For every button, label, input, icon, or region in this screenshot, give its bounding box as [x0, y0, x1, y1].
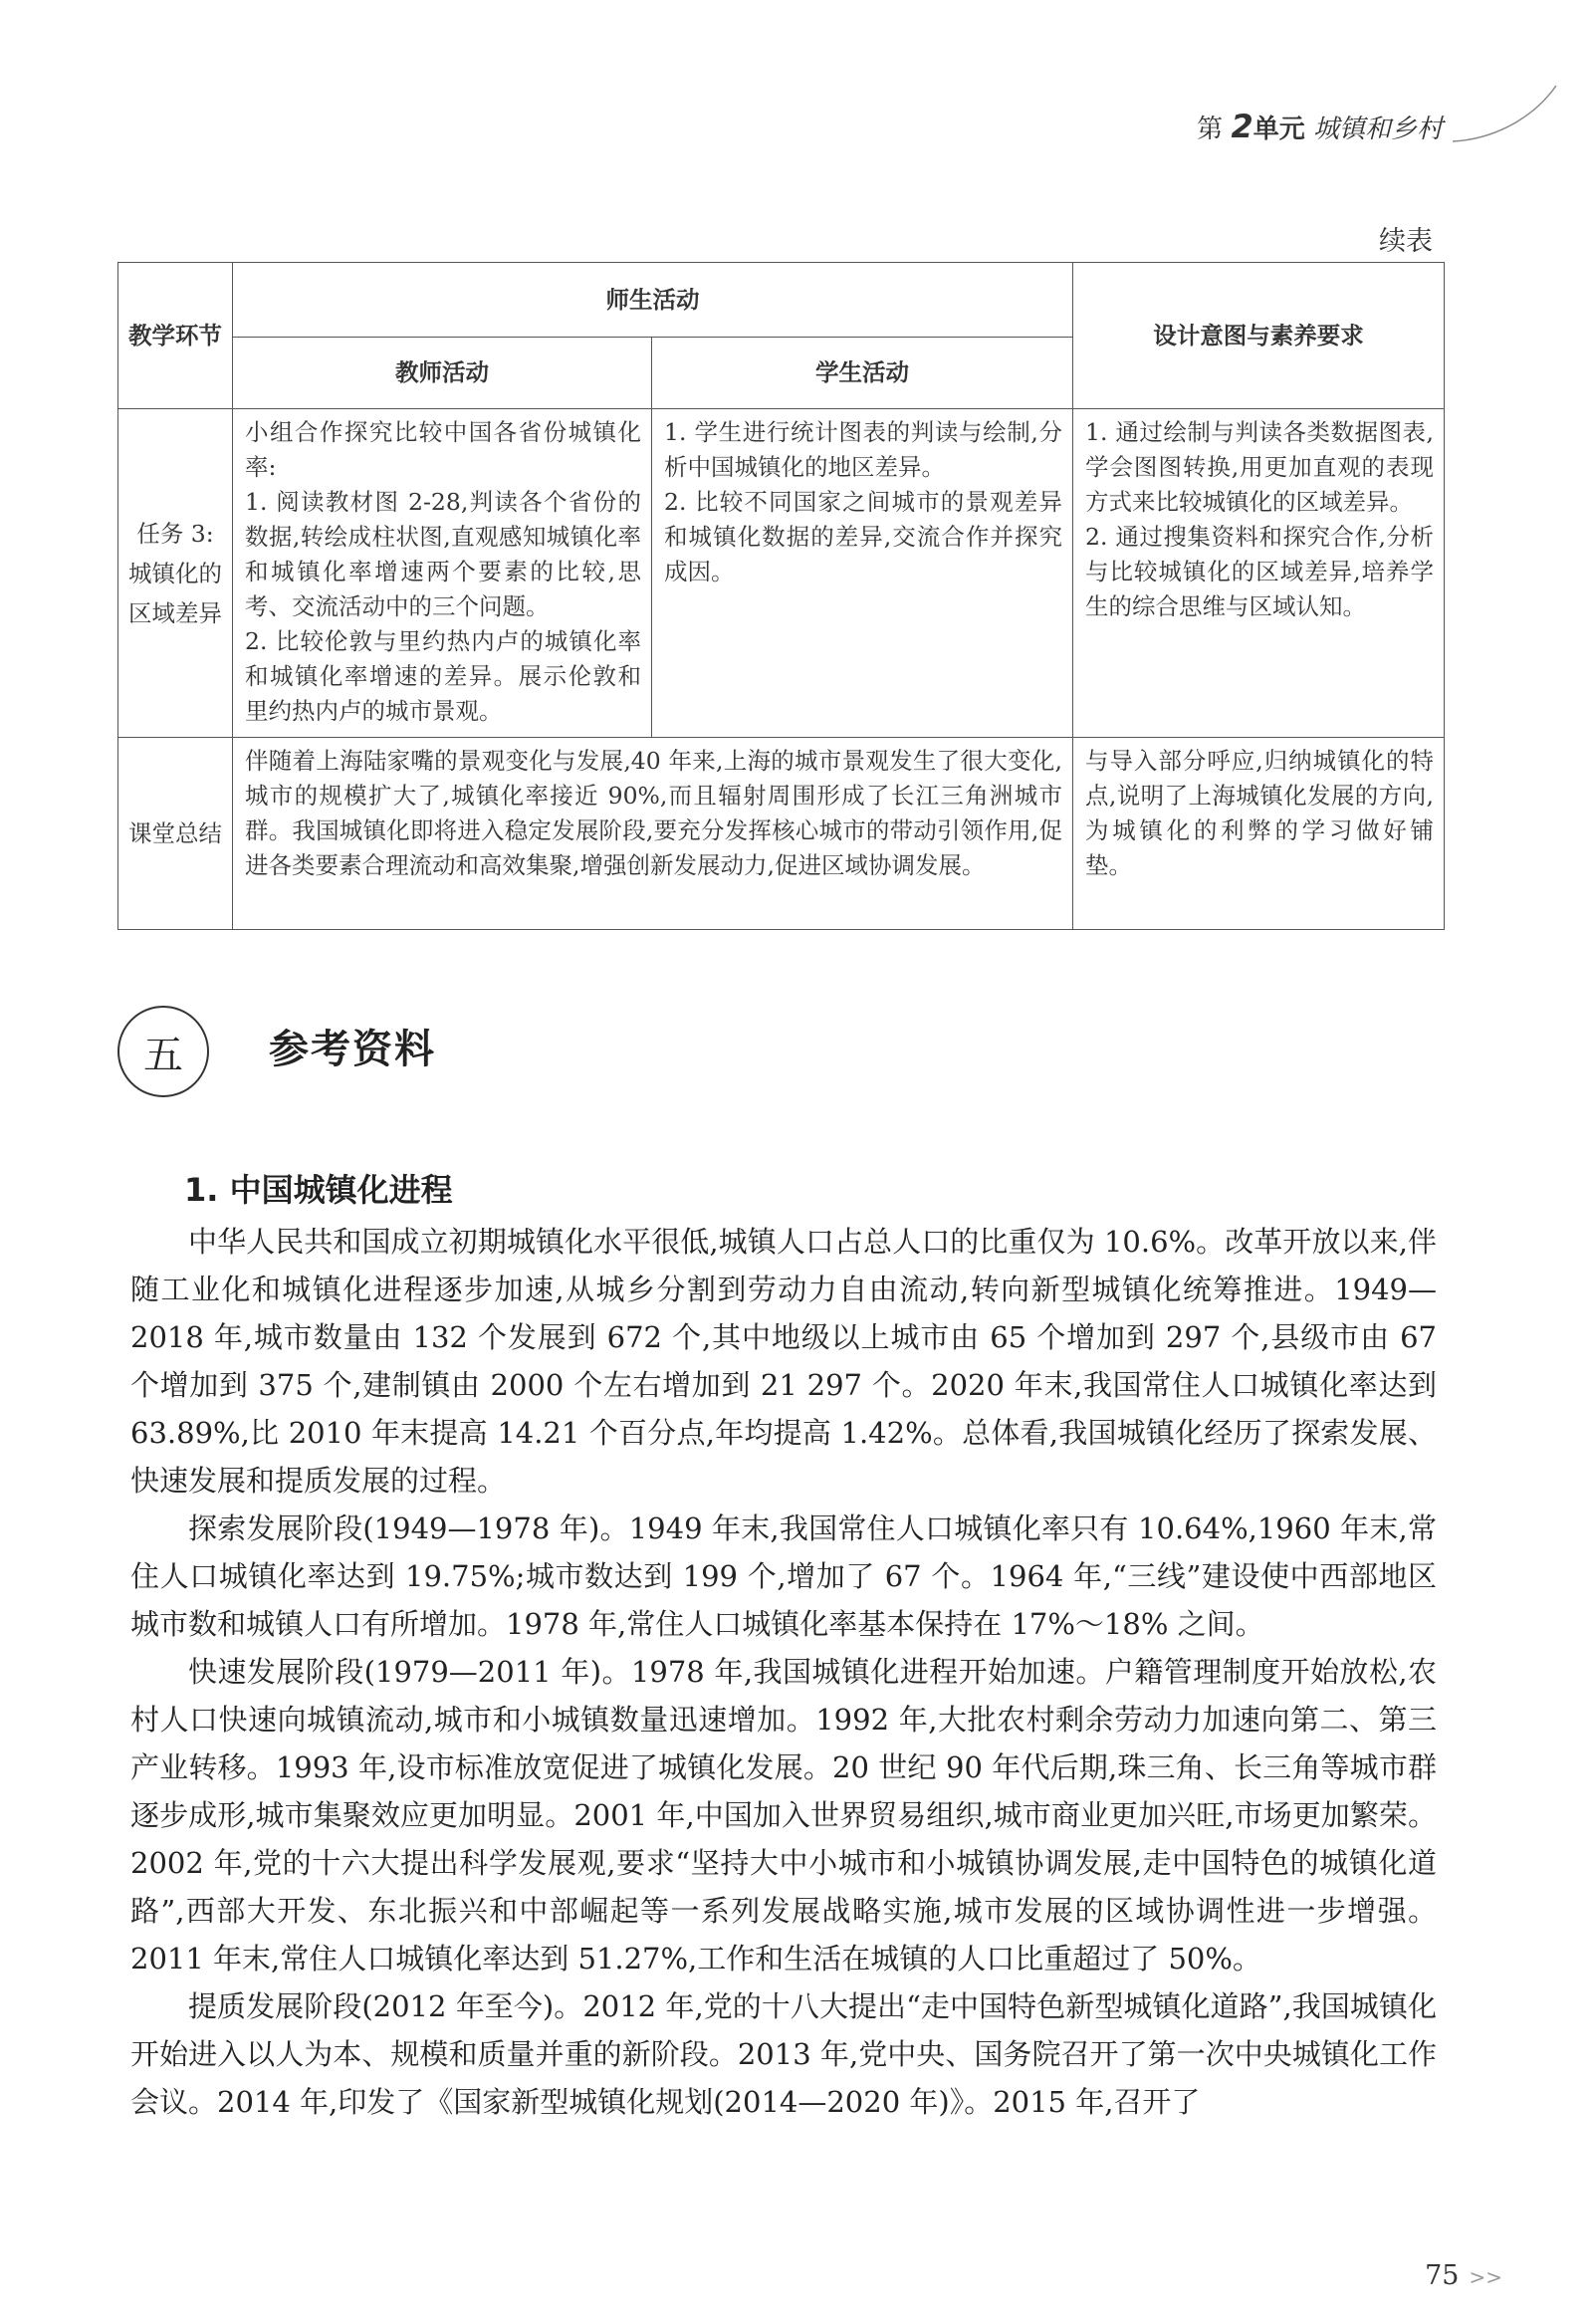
- header-decoration-curve: [1453, 80, 1562, 149]
- header-teacher: 教师活动: [233, 338, 652, 409]
- paragraph: 提质发展阶段(2012 年至今)。2012 年,党的十八大提出“走中国特色新型城镇化道路”,我国城镇化开始进入以人为本、规模和质量并重的新阶段。2013 年,党中央、国务院召开了第一次中央城镇化工作会议。2014 年,印发了《国家新型城镇化规划(2014—2020 年)》。2015 年,召开了: [130, 1989, 1437, 2119]
- student-activity-cell: 1. 学生进行统计图表的判读与绘制,分析中国城镇化的地区差异。 2. 比较不同国家之间城市的景观差异和城镇化数据的差异,交流合作并探究成因。: [652, 409, 1073, 738]
- paragraph: 探索发展阶段(1949—1978 年)。1949 年末,我国常住人口城镇化率只有 10.64%,1960 年末,常住人口城镇化率达到 19.75%;城市数达到 199 个,增加了 67 个。1964 年,“三线”建设使中西部地区城市数和城镇人口有所增加。1978 年,常住人口城镇化率基本保持在 17%～18% 之间。: [130, 1511, 1437, 1641]
- page-number-value: 75: [1425, 2260, 1460, 2291]
- table-header-row: [118, 263, 1445, 338]
- paragraph: 中华人民共和国成立初期城镇化水平很低,城镇人口占总人口的比重仅为 10.6%。改革开放以来,伴随工业化和城镇化进程逐步加速,从城乡分割到劳动力自由流动,转向新型城镇化统筹推进。1949—2018 年,城市数量由 132 个发展到 672 个,其中地级以上城市由 65 个增加到 297 个,县级市由 67 个增加到 375 个,建制镇由 2000 个左右增加到 21 297 个。2020 年末,我国常住人口城镇化率达到 63.89%,比 2010 年末提高 14.21 个百分点,年均提高 1.42%。总体看,我国城镇化经历了探索发展、快速发展和提质发展的过程。: [130, 1225, 1437, 1498]
- paragraph: 快速发展阶段(1979—2011 年)。1978 年,我国城镇化进程开始加速。户籍管理制度开始放松,农村人口快速向城镇流动,城市和小城镇数量迅速增加。1992 年,大批农村剩余劳动力加速向第二、第三产业转移。1993 年,设市标准放宽促进了城镇化发展。20 世纪 90 年代后期,珠三角、长三角等城市群逐步成形,城市集聚效应更加明显。2001 年,中国加入世界贸易组织,城市商业更加兴旺,市场更加繁荣。2002 年,党的十六大提出科学发展观,要求“坚持大中小城市和小城镇协调发展,走中国特色的城镇化道路”,西部大开发、东北振兴和中部崛起等一系列发展战略实施,城市发展的区域协调性进一步增强。2011 年末,常住人口城镇化率达到 51.27%,工作和生活在城镇的人口比重超过了 50%。: [130, 1655, 1437, 1975]
- lesson-plan-table: [117, 262, 1445, 930]
- section-number-badge: [117, 1006, 209, 1097]
- subsection-title: 1. 中国城镇化进程: [184, 1171, 453, 1209]
- article-body: [130, 1218, 1437, 2126]
- design-intent-cell: 1. 通过绘制与判读各类数据图表,学会图图转换,用更加直观的表现方式来比较城镇化的区域差异。 2. 通过搜集资料和探究合作,分析与比较城镇化的区域差异,培养学生的综合思维与区域认知。: [1073, 409, 1445, 738]
- unit-topic: 城镇和乡村: [1312, 115, 1443, 144]
- page-arrows-icon: >>: [1469, 2265, 1502, 2289]
- continued-label: 续表: [1379, 226, 1433, 257]
- header-stage: 教学环节: [118, 263, 233, 409]
- table-row: [118, 409, 1445, 738]
- teacher-activity-cell: 小组合作探究比较中国各省份城镇化率: 1. 阅读教材图 2-28,判读各个省份的数据,转绘成柱状图,直观感知城镇化率和城镇化率增速两个要素的比较,思考、交流活动中的三个问题。 2. 比较伦敦与里约热内卢的城镇化率和城镇化率增速的差异。展示伦敦和里约热内卢的城市景观。: [233, 409, 652, 738]
- header-student: 学生活动: [652, 338, 1073, 409]
- section-number: 五: [143, 1032, 183, 1078]
- page-number: [1425, 2260, 1502, 2291]
- summary-cell: 伴随着上海陆家嘴的景观变化与发展,40 年来,上海的城市景观发生了很大变化,城市的规模扩大了,城镇化率接近 90%,而且辐射周围形成了长江三角洲城市群。我国城镇化即将进入稳定发展阶段,要充分发挥核心城市的带动引领作用,促进各类要素合理流动和高效集聚,增强创新发展动力,促进区域协调发展。: [233, 738, 1073, 930]
- unit-suffix: 单元: [1252, 115, 1305, 144]
- table-row: [118, 738, 1445, 930]
- stage-cell: 任务 3: 城镇化的 区域差异: [118, 409, 233, 738]
- design-intent-cell: 与导入部分呼应,归纳城镇化的特点,说明了上海城镇化发展的方向,为城镇化的利弊的学习做好铺垫。: [1073, 738, 1445, 930]
- header-design: 设计意图与素养要求: [1073, 263, 1445, 409]
- unit-number: 2: [1231, 108, 1253, 145]
- unit-prefix: 第: [1197, 115, 1224, 144]
- header-activities: 师生活动: [233, 263, 1073, 338]
- stage-cell: 课堂总结: [118, 738, 233, 930]
- running-header: [1197, 108, 1443, 145]
- section-title: 参考资料: [269, 1026, 436, 1072]
